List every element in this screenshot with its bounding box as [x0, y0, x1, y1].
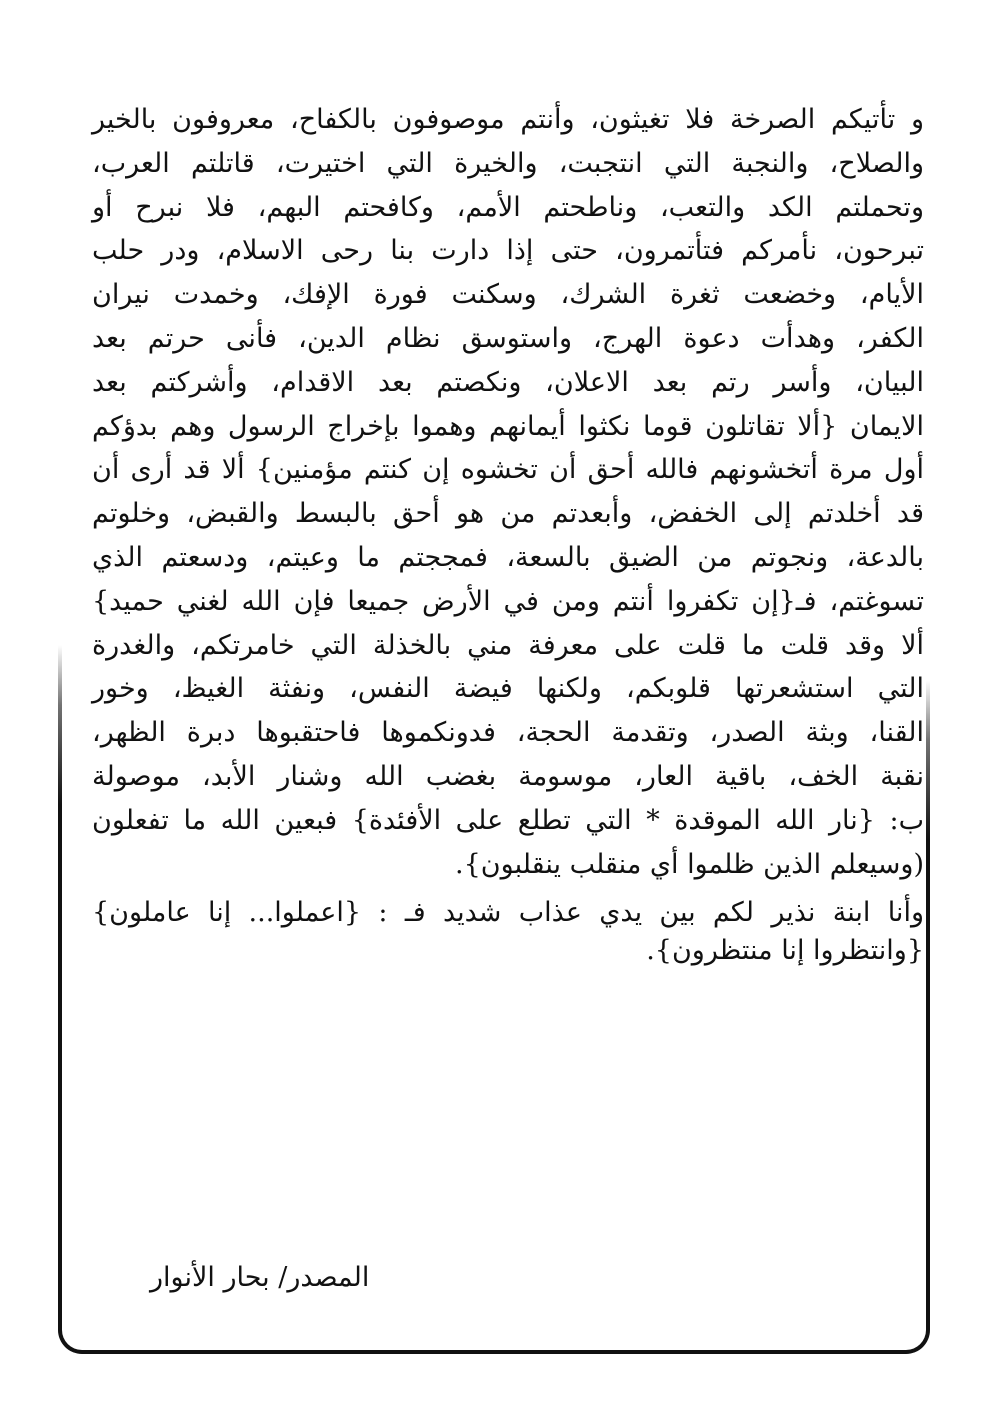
source-citation: المصدر/ بحار الأنوار — [150, 1262, 370, 1293]
text-line: و تأتيكم الصرخة فلا تغيثون، وأنتم موصوفون بالكفاح، معروفون بالخير — [92, 104, 924, 135]
text-line: البيان، وأسر رتم بعد الاعلان، ونكصتم بعد الاقدام، وأشركتم بعد — [92, 366, 924, 398]
text-line: تبرحون، نأمركم فتأتمرون، حتى إذا دارت بنا رحى الاسلام، ودر حلب — [92, 235, 924, 267]
text-line: الكفر، وهدأت دعوة الهرج، واستوسق نظام الدين، فأنى حرتم بعد — [92, 322, 924, 354]
text-line: بالدعة، ونجوتم من الضيق بالسعة، فمججتم ما وعيتم، ودسعتم الذي — [92, 541, 924, 573]
page-frame-right-border — [926, 680, 930, 1310]
text-line: تسوغتم، فـ{إن تكفروا أنتم ومن في الأرض جميعا فإن الله لغني حميد} — [92, 585, 924, 617]
document-body — [92, 98, 924, 970]
text-line: {وانتظروا إنا منتظرون}. — [646, 935, 924, 967]
text-line: الايمان {ألا تقاتلون قوما نكثوا أيمانهم وهموا بإخراج الرسول وهم بدؤكم — [92, 410, 924, 442]
page-frame-left-border — [58, 645, 62, 1310]
text-line: والصلاح، والنجبة التي انتجبت، والخيرة التي اختيرت، قاتلتم العرب، — [92, 147, 924, 179]
text-line: وتحملتم الكد والتعب، وناطحتم الأمم، وكافحتم البهم، فلا نبرح أو — [92, 191, 924, 223]
text-line: (وسيعلم الذين ظلموا أي منقلب ينقلبون}. — [455, 848, 924, 880]
text-line: القنا، وبثة الصدر، وتقدمة الحجة، فدونكموها فاحتقبوها دبرة الظهر، — [92, 717, 924, 749]
text-line: ب: {نار الله الموقدة * التي تطلع على الأفئدة} فبعين الله ما تفعلون — [92, 804, 924, 836]
paragraph-2 — [92, 894, 924, 970]
text-line: ألا وقد قلت ما قلت على معرفة مني بالخذلة التي خامرتكم، والغدرة — [92, 629, 924, 661]
text-line: وأنا ابنة نذير لكم بين يدي عذاب شديد فـ : {اعملوا... إنا عاملون} — [92, 897, 924, 929]
text-line: التي استشعرتها قلوبكم، ولكنها فيضة النفس، ونفثة الغيظ، وخور — [92, 673, 924, 705]
text-line: نقبة الخف، باقية العار، موسومة بغضب الله وشنار الأبد، موصولة — [92, 760, 924, 792]
text-line: الأيام، وخضعت ثغرة الشرك، وسكنت فورة الإفك، وخمدت نيران — [92, 279, 924, 311]
paragraph-1 — [92, 98, 924, 886]
text-line: قد أخلدتم إلى الخفض، وأبعدتم من هو أحق بالبسط والقبض، وخلوتم — [92, 498, 924, 530]
text-line: أول مرة أتخشونهم فالله أحق أن تخشوه إن كنتم مؤمنين} ألا قد أرى أن — [92, 454, 924, 486]
